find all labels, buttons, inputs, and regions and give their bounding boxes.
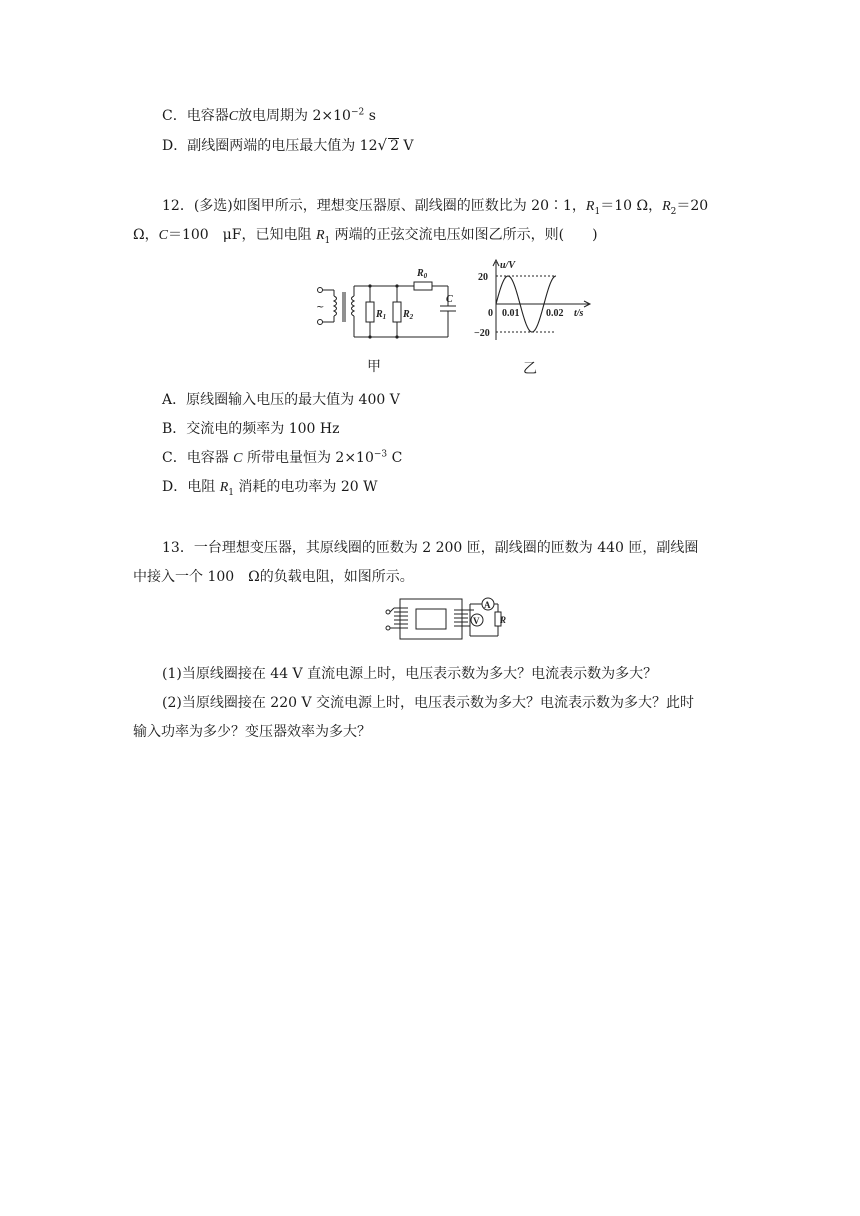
transformer-core-icon [400, 599, 462, 639]
q12-option-c [162, 448, 402, 469]
r2-label: $R_2$ [403, 309, 414, 321]
var-c: C [228, 109, 239, 124]
text: 所带电量恒为 2×10 [242, 450, 374, 466]
terminal-icon [318, 288, 323, 293]
text: ＝100 μF，已知电阻 [167, 227, 316, 243]
exponent: −3 [373, 449, 388, 460]
text: C．电容器 [162, 450, 234, 466]
voltage-graph-yi [470, 254, 600, 346]
terminal-icon [318, 320, 323, 325]
text: D．电阻 [162, 479, 220, 495]
q12-option-a: A．原线圈输入电压的最大值为 400 V [162, 392, 400, 408]
var-r: R [315, 228, 325, 243]
resistor-r0-icon [414, 282, 432, 290]
ammeter-label: A [484, 600, 491, 610]
text: ＝20 [676, 198, 709, 214]
subscript: 1 [228, 487, 234, 498]
r1-label: $R_1$ [376, 309, 387, 321]
terminal-icon [386, 626, 390, 630]
r0-label: $R_0$ [417, 268, 428, 280]
voltmeter-label: V [473, 616, 480, 626]
q12-option-d [162, 477, 378, 498]
unit: C [387, 450, 403, 466]
q13-subquestion-2-line2: 输入功率为多少？变压器效率为多大？ [133, 724, 371, 740]
c-label: C [446, 294, 453, 305]
subscript: 1 [594, 206, 601, 217]
primary-coil-icon [334, 296, 337, 316]
x-axis-label: t/s [574, 308, 584, 319]
terminal-icon [386, 610, 390, 614]
ac-source-label: ~ [316, 302, 325, 313]
text: 12．(多选)如图甲所示，理想变压器原、副线圈的匝数比为 20∶1， [162, 198, 586, 214]
text: 消耗的电功率为 20 W [233, 479, 378, 495]
q11-option-c [162, 106, 376, 127]
resistor-r1-icon [366, 302, 374, 322]
transformer-diagram [382, 596, 506, 642]
text: D．副线圈两端的电压最大值为 12 [162, 138, 378, 154]
unit: V [398, 138, 414, 154]
x-tick-label: 0.01 [502, 308, 520, 319]
x-tick-label: 0 [488, 308, 493, 319]
var-c: C [233, 451, 243, 466]
figure-caption-jia: 甲 [367, 359, 381, 375]
text: C．电容器 [162, 108, 229, 124]
exponent: −2 [350, 107, 365, 118]
secondary-coil-icon [352, 296, 355, 316]
y-tick-label: 20 [478, 272, 488, 283]
subscript: 2 [670, 206, 677, 217]
resistor-r2-icon [393, 302, 401, 322]
sqrt-icon: √ [377, 136, 388, 154]
var-c: C [158, 228, 168, 243]
text: 放电周期为 2×10 [238, 108, 351, 124]
text: ＝10 Ω， [600, 198, 663, 214]
y-tick-label: −20 [474, 328, 490, 339]
figure-caption-yi: 乙 [523, 361, 537, 377]
q12-stem-line1 [162, 196, 708, 217]
text: 两端的正弦交流电压如图乙所示，则( ) [330, 227, 598, 243]
primary-coil-icon [394, 608, 408, 628]
q13-subquestion-2-line1: (2)当原线圈接在 220 V 交流电源上时，电压表示数为多大？电流表示数为多大？此时 [162, 695, 695, 711]
q11-option-d [162, 135, 414, 156]
text: Ω， [133, 227, 159, 243]
q12-option-b: B．交流电的频率为 100 Hz [162, 421, 340, 437]
circuit-diagram-jia [310, 262, 460, 344]
var-r: R [219, 480, 229, 495]
q13-subquestion-1: (1)当原线圈接在 44 V 直流电源上时，电压表示数为多大？电流表示数为多大？ [162, 666, 658, 682]
unit: s [364, 108, 376, 124]
var-r: R [585, 199, 595, 214]
var-r: R [662, 199, 671, 214]
resistor-label: R [500, 615, 506, 625]
q13-stem-line2: 中接入一个 100 Ω的负载电阻，如图所示。 [133, 569, 414, 585]
subscript: 1 [324, 235, 331, 246]
q13-stem-line1: 13．一台理想变压器，其原线圈的匝数为 2 200 匝，副线圈的匝数为 440 匝，副线圈 [162, 540, 699, 556]
secondary-coil-icon [454, 610, 468, 626]
radicand: 2 [390, 138, 399, 154]
y-axis-label: u/V [500, 260, 516, 271]
q12-stem-line2 [133, 225, 598, 246]
x-tick-label: 0.02 [546, 308, 564, 319]
